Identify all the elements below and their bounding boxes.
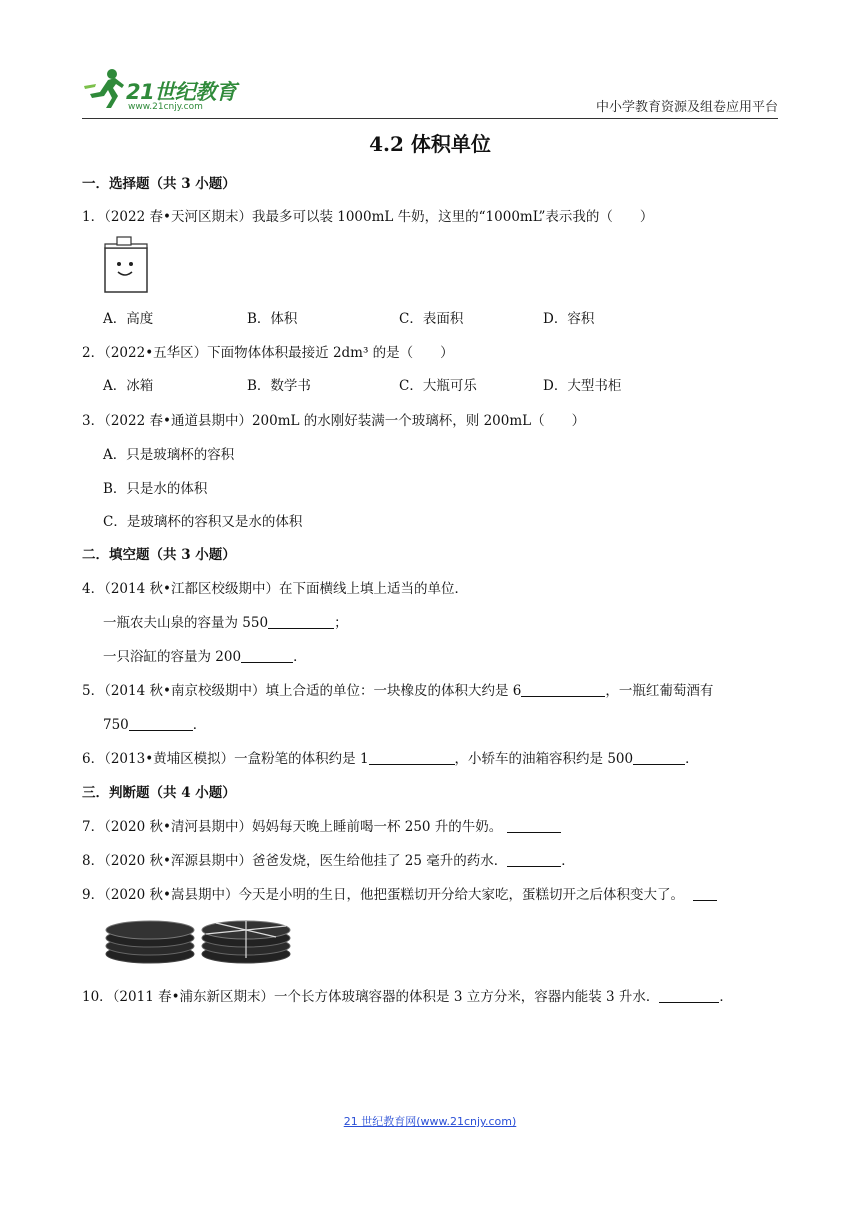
whole-cake-icon [102, 914, 198, 966]
question-4-stem: 4．（2014 秋•江都区校级期中）在下面横线上填上适当的单位． [82, 581, 468, 597]
logo-text: 21世纪教育 [126, 80, 237, 104]
question-3-stem: 3．（2022 春•通道县期中）200mL 的水刚好装满一个玻璃杯，则 200mL（ ） [82, 413, 586, 429]
logo [82, 66, 252, 114]
q3-option-a: A．只是玻璃杯的容积 [103, 447, 235, 463]
q10-end: ． [719, 989, 733, 1005]
question-1-stem: 1．（2022 春•天河区期末）我最多可以装 1000mL 牛奶，这里的“1000mL”表示我的（ ） [82, 209, 654, 225]
page-header [82, 60, 778, 116]
q1-option-b: B．体积 [247, 311, 298, 327]
q5-text-1: 5．（2014 秋•南京校级期中）填上合适的单位：一块橡皮的体积大约是 6 [82, 683, 522, 699]
header-divider [82, 118, 778, 119]
q7-blank[interactable] [507, 818, 561, 833]
q4-line-1-end: ； [334, 615, 348, 631]
q5-text-2: ，一瓶红葡萄酒有 [605, 683, 714, 699]
runner-logo-icon [82, 66, 126, 110]
q4-line-1 [103, 611, 348, 631]
q10-text: 10．（2011 春•浦东新区期末）一个长方体玻璃容器的体积是 3 立方分米，容器内能装 3 升水． [82, 989, 660, 1005]
q8-end: ． [561, 853, 575, 869]
question-2-stem: 2．（2022•五华区）下面物体体积最接近 2dm³ 的是（ ） [82, 345, 454, 361]
milk-carton-icon [101, 234, 151, 294]
q10-blank[interactable] [659, 988, 719, 1003]
footer-link[interactable]: 21 世纪教育网(www.21cnjy.com) [343, 1115, 517, 1128]
q4-line-2-end: ． [293, 649, 307, 665]
question-6 [82, 747, 699, 767]
question-5-line-1 [82, 679, 713, 699]
q6-blank-2[interactable] [633, 750, 685, 765]
question-5-line-2 [103, 713, 206, 733]
q2-option-b: B．数学书 [247, 378, 311, 394]
page-title: 4.2 体积单位 [369, 132, 491, 156]
q8-text: 8．（2020 秋•浑源县期中）爸爸发烧，医生给他挂了 25 毫升的药水． [82, 853, 508, 869]
q4-blank-2[interactable] [241, 648, 293, 663]
q5-blank-2[interactable] [129, 716, 193, 731]
q1-option-c: C．表面积 [399, 311, 464, 327]
question-10 [82, 985, 733, 1005]
q6-text-1: 6．（2013•黄埔区模拟）一盒粉笔的体积约是 1 [82, 751, 369, 767]
q6-text-2: ，小轿车的油箱容积约是 500 [454, 751, 634, 767]
q2-option-a: A．冰箱 [103, 378, 154, 394]
q2-option-c: C．大瓶可乐 [399, 378, 477, 394]
q4-line-2 [103, 645, 307, 665]
platform-name: 中小学教育资源及组卷应用平台 [595, 100, 778, 115]
section-heading-judge: 三．判断题（共 4 小题） [82, 785, 236, 801]
question-8 [82, 849, 575, 869]
q8-blank[interactable] [507, 852, 561, 867]
q1-option-d: D．容积 [543, 311, 595, 327]
q9-text: 9．（2020 秋•嵩县期中）今天是小明的生日，他把蛋糕切开分给大家吃，蛋糕切开之后体积变大了。 [82, 887, 684, 903]
q5-text-4: ． [192, 717, 207, 733]
section-heading-choice: 一．选择题（共 3 小题） [82, 176, 236, 192]
q5-blank-1[interactable] [521, 682, 605, 697]
q4-line-2-text: 一只浴缸的容量为 200 [103, 649, 242, 665]
logo-subtext: www.21cnjy.com [128, 102, 203, 112]
section-heading-fill: 二．填空题（共 3 小题） [82, 547, 236, 563]
q2-option-d: D．大型书柜 [543, 378, 622, 394]
question-7 [82, 815, 561, 835]
cut-cake-icon [198, 914, 294, 966]
q6-text-3: ． [685, 751, 699, 767]
q7-text: 7．（2020 秋•清河县期中）妈妈每天晚上睡前喝一杯 250 升的牛奶。 [82, 819, 503, 835]
q1-option-a: A．高度 [103, 311, 154, 327]
q6-blank-1[interactable] [369, 750, 455, 765]
q5-text-3: 750 [103, 717, 129, 733]
q3-option-c: C．是玻璃杯的容积又是水的体积 [103, 514, 303, 530]
q9-blank[interactable] [693, 886, 717, 901]
q4-line-1-text: 一瓶农夫山泉的容量为 550 [103, 615, 269, 631]
q4-blank-1[interactable] [268, 614, 334, 629]
question-9 [82, 883, 717, 903]
q3-option-b: B．只是水的体积 [103, 481, 208, 497]
